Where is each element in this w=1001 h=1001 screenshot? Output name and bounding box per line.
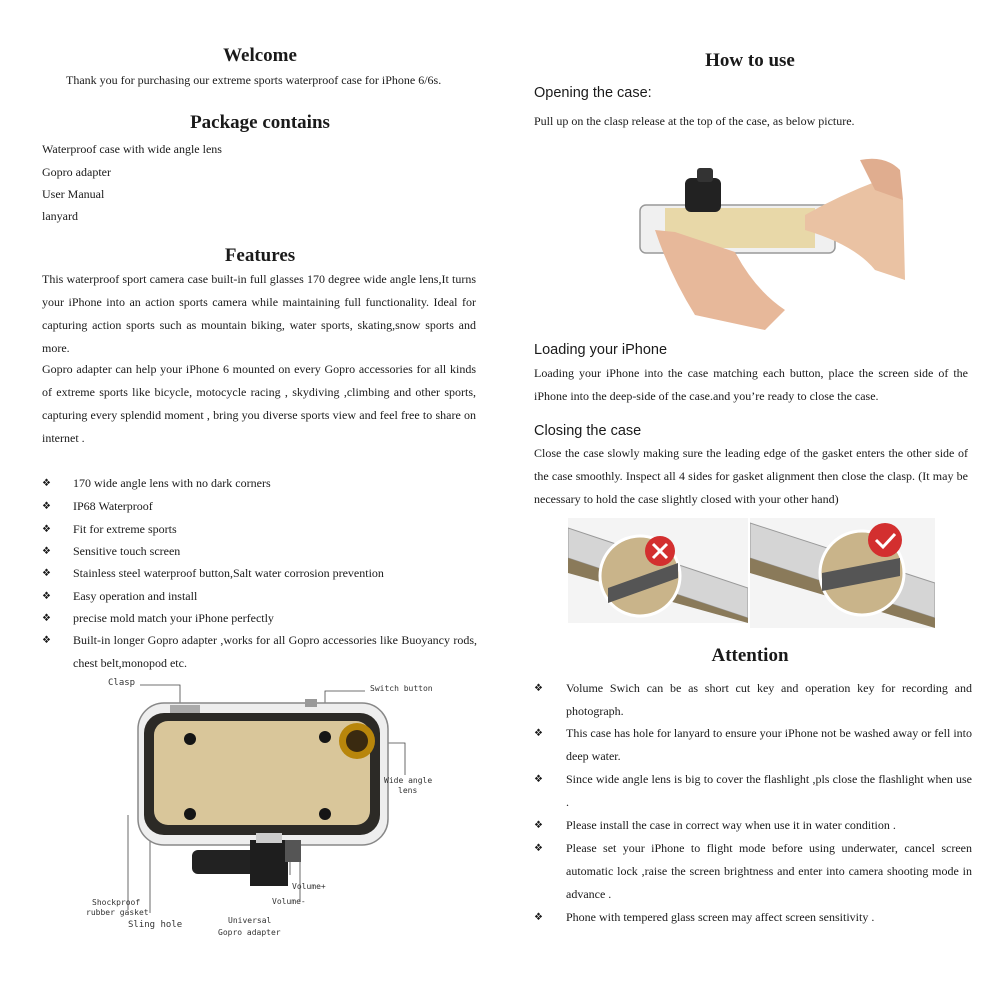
- closing-title: Closing the case: [534, 423, 642, 439]
- diamond-bullet-icon: ❖: [534, 912, 543, 923]
- features-title: Features: [224, 245, 296, 266]
- label-universal: Universal: [228, 916, 272, 925]
- label-switch-button: Switch button: [370, 684, 433, 693]
- diamond-bullet-icon: ❖: [534, 728, 543, 739]
- label-gopro-adapter: Gopro adapter: [218, 928, 281, 937]
- diamond-bullet-icon: ❖: [534, 843, 543, 854]
- closing-wrong-photo: [568, 518, 748, 623]
- diamond-bullet-icon: ❖: [534, 683, 543, 694]
- diamond-bullet-icon: ❖: [42, 546, 51, 557]
- opening-case-photo: [635, 140, 910, 340]
- diamond-bullet-icon: ❖: [534, 820, 543, 831]
- label-sling-hole: Sling hole: [128, 920, 183, 930]
- features-paragraph: Gopro adapter can help your iPhone 6 mounted on every Gopro accessories for all kinds of extreme sports like bicycle, motocycle racing , skydiving ,climbing and other sports, capturing every splendid moment , bring you diverse sports view and feel free to share on internet .: [42, 362, 476, 445]
- diamond-bullet-icon: ❖: [42, 524, 51, 535]
- label-rubber-gasket: rubber gasket: [86, 908, 149, 917]
- label-clasp: Clasp: [108, 678, 136, 688]
- diamond-bullet-icon: ❖: [42, 635, 51, 646]
- welcome-text: Thank you for purchasing our extreme sports waterproof case for iPhone 6/6s.: [66, 73, 442, 87]
- loading-text: Loading your iPhone into the case matching each button, place the screen side of the iPhone into the deep-side of the case.and you’re ready to close the case.: [534, 366, 968, 403]
- package-item: Gopro adapter: [42, 165, 111, 179]
- diamond-bullet-icon: ❖: [42, 591, 51, 602]
- opening-title: Opening the case:: [534, 85, 652, 101]
- how-to-use-title: How to use: [705, 50, 795, 71]
- loading-title: Loading your iPhone: [534, 342, 668, 358]
- package-item: User Manual: [42, 187, 105, 201]
- package-item: lanyard: [42, 209, 78, 223]
- closing-right-photo: [750, 518, 935, 628]
- label-volume-minus: Volume-: [272, 897, 306, 906]
- package-title: Package contains: [190, 112, 330, 133]
- diamond-bullet-icon: ❖: [534, 774, 543, 785]
- label-shockproof: Shockproof: [92, 898, 141, 907]
- diamond-bullet-icon: ❖: [42, 613, 51, 624]
- diamond-bullet-icon: ❖: [42, 568, 51, 579]
- opening-text: Pull up on the clasp release at the top of the case, as below picture.: [534, 114, 855, 128]
- label-wide-angle: Wide angle: [384, 776, 433, 785]
- attention-title: Attention: [711, 645, 789, 666]
- label-volume-plus: Volume+: [292, 882, 326, 891]
- package-item: Waterproof case with wide angle lens: [42, 142, 222, 156]
- diamond-bullet-icon: ❖: [42, 501, 51, 512]
- label-lens: lens: [398, 786, 418, 795]
- welcome-title: Welcome: [223, 45, 297, 66]
- features-paragraph: This waterproof sport camera case built-in full glasses 170 degree wide angle lens,It turns your iPhone into an action sports camera while maintaining full functionality. Ideal for capturing action sports such as mountain biking, water sports, skating,snow sports and more.: [42, 272, 476, 355]
- closing-text: Close the case slowly making sure the leading edge of the gasket enters the other side of the case smoothly. Inspect all 4 sides for gasket alignment then close the clasp. (It may be necessary to hold the case slightly closed with your other hand): [534, 446, 968, 506]
- diamond-bullet-icon: ❖: [42, 478, 51, 489]
